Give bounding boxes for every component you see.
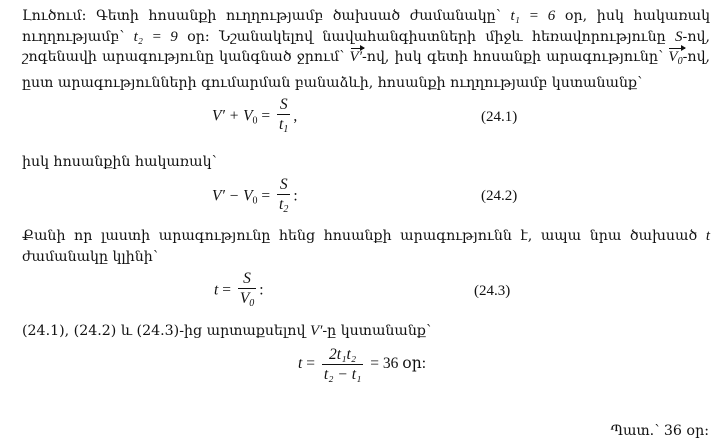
ship-speed-vector: V′ [350, 47, 362, 68]
text-span: ըստ արագությունների գումարման բանաձևի, հոսանքի ուղղությամբ կստանանք՝ [22, 74, 643, 91]
eq-sign: = [257, 187, 275, 205]
text-span: -ը կստանանք՝ [322, 323, 432, 339]
time-symbol: t [705, 228, 710, 244]
eq-tail: , [293, 107, 298, 125]
eq-tail: = 36 օր: [366, 355, 427, 373]
fraction-numerator: 2t₁t₂ [329, 346, 357, 363]
fraction [277, 96, 290, 138]
text-span: օր, իսկ հակառակ [564, 8, 711, 24]
text-span: օր: Նշանակելով նավահանգիստների միջև հեռավորությունը [187, 28, 666, 45]
text-span: ժամանակը կլինի՝ [22, 248, 158, 265]
fraction [238, 270, 256, 312]
text-span: ուղղությամբ՝ [22, 28, 125, 45]
current-speed-vector [668, 47, 682, 73]
equation-24-1 [212, 96, 297, 138]
equation-number-24-3: (24.3) [474, 283, 511, 299]
eq-sign: = [257, 107, 275, 125]
fraction-numerator: S [279, 176, 288, 193]
equation-24-3 [214, 270, 264, 312]
t1-value: t₁ = 6 [510, 8, 556, 24]
text-span: շոգենավի արագությունը կանգնած ջրում՝ [22, 49, 345, 65]
den-symbol: t [279, 196, 284, 213]
eq-tail: : [259, 281, 264, 299]
equation-number-24-1: (24.1) [481, 109, 518, 125]
eq-lhs: t [214, 281, 219, 299]
text-span: -ով, [682, 28, 710, 45]
text-span: (24.1), (24.2) և (24.3)-ից արտաքսելով [22, 323, 306, 339]
ship-speed-symbol: V′ [309, 323, 323, 339]
eq-lhs: t [298, 355, 303, 373]
eq-lhs: V′ + V [212, 107, 253, 125]
opposite-direction-text: իսկ հոսանքին հակառակ՝ [22, 154, 217, 170]
distance-symbol: S [675, 28, 683, 45]
text-span: Քանի որ լաստի արագությունը հենց հոսանքի արագությունն է, ապա նրա ծախսած [22, 228, 698, 244]
fraction [322, 346, 364, 383]
eq-tail: : [293, 187, 298, 205]
fraction-numerator: S [279, 96, 288, 113]
equation-24-2 [212, 176, 298, 218]
fraction-denominator: t₂ − t₁ [323, 366, 362, 383]
fraction-denominator [277, 115, 290, 138]
eq-sub: 0 [252, 115, 258, 127]
elimination-paragraph [22, 321, 710, 342]
text-span: -ով, [682, 49, 711, 65]
eq-sign: = [218, 281, 235, 299]
eq-sign: = [302, 355, 319, 373]
eq-lhs: V′ − V [212, 187, 253, 205]
den-sub: 1 [283, 124, 289, 135]
fraction-denominator [277, 195, 290, 218]
t2-value: t₂ = 9 [133, 28, 178, 45]
fraction [277, 176, 290, 218]
den-sub: 2 [283, 204, 289, 215]
raft-paragraph [22, 226, 710, 267]
solution-paragraph [22, 6, 710, 93]
final-equation [298, 346, 426, 383]
current-speed-symbol: V [668, 49, 678, 65]
solution-label: Լուծում: [22, 8, 87, 24]
text-span: -ով, իսկ գետի հոսանքի արագությունը՝ [361, 49, 664, 65]
den-symbol: t [279, 116, 284, 133]
eq-sub: 0 [252, 195, 258, 207]
den-symbol: V [239, 290, 250, 307]
current-speed-subscript: 0 [677, 56, 683, 67]
fraction-denominator [238, 289, 256, 312]
den-sub: 0 [249, 298, 255, 309]
text-span: Գետի հոսանքի ուղղությամբ ծախսած ժամանակը՝ [96, 8, 501, 24]
equation-number-24-2: (24.2) [481, 188, 518, 204]
answer: Պատ.՝ 36 օր: [610, 423, 709, 439]
fraction-numerator: S [243, 270, 251, 287]
